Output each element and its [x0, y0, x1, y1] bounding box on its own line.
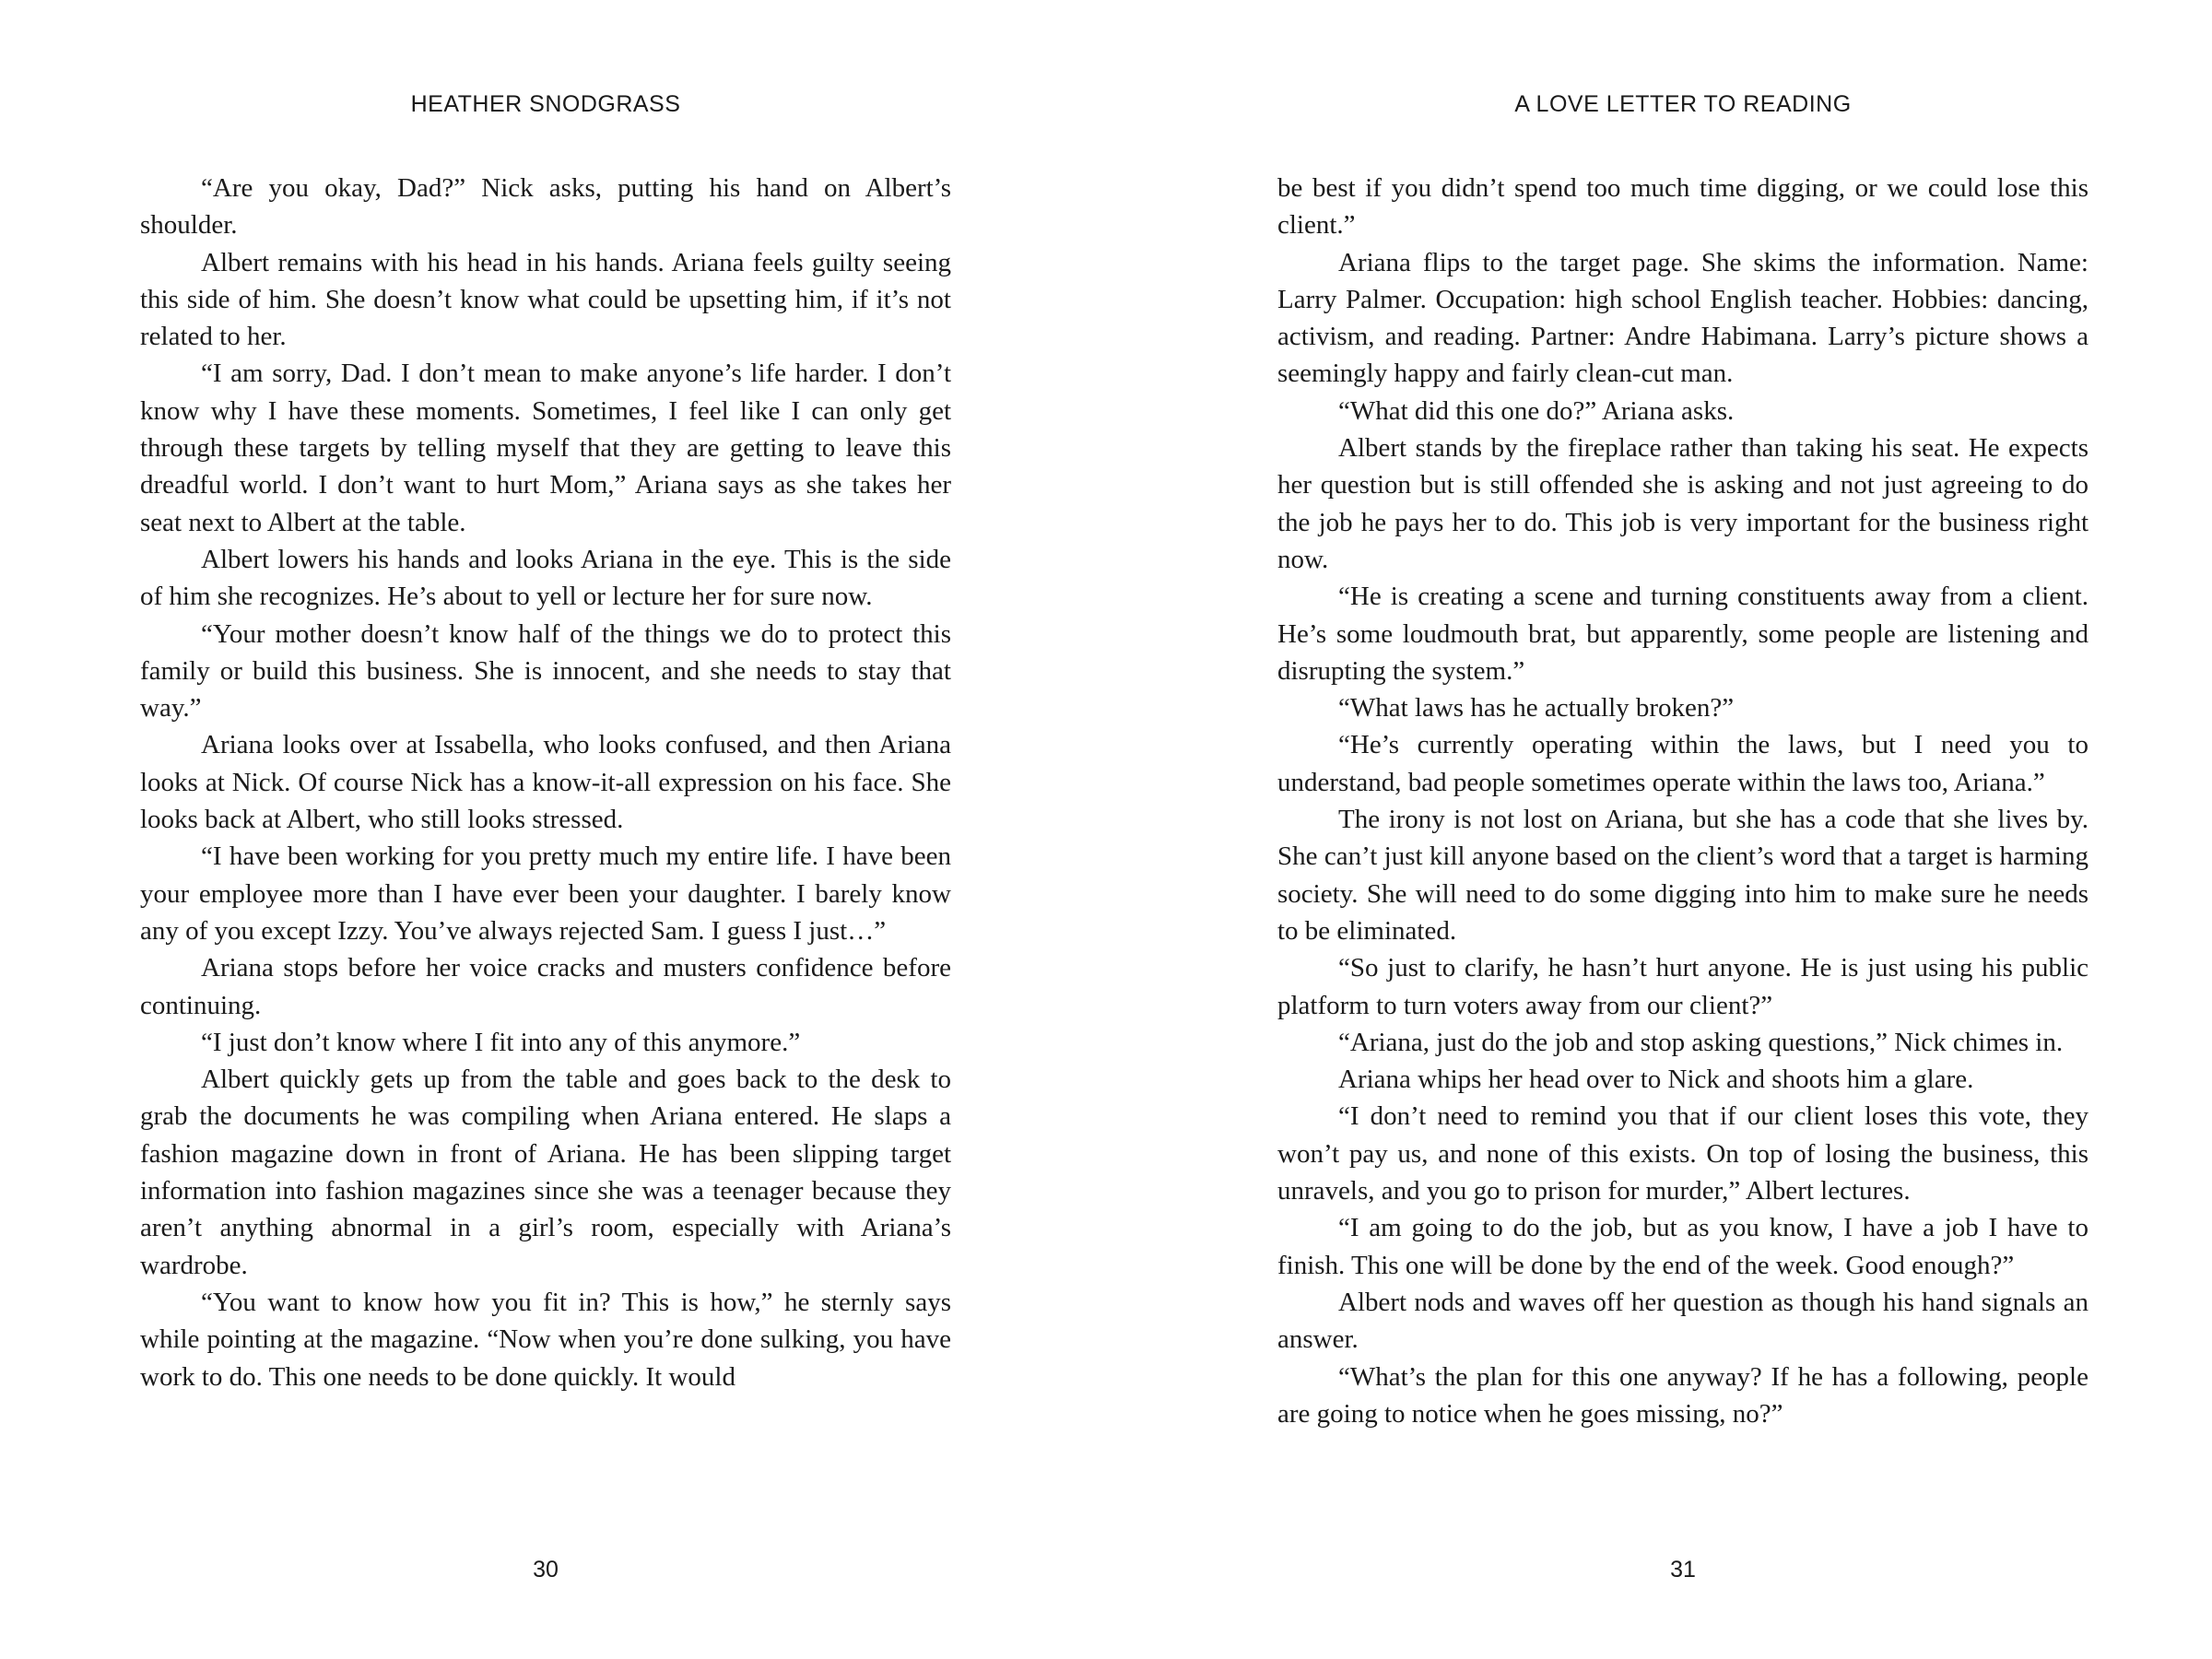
page-number-right: 31 [1670, 1557, 1696, 1583]
paragraph: “What’s the plan for this one anyway? If he has a following, people are going to notice when he goes missing, no?” [1277, 1361, 2088, 1429]
paragraph: Ariana flips to the target page. She skims the information. Name: Larry Palmer. Occupation: high school English teacher. Hobbies: dancing, activism, and reading. Partner: Andre Habimana. Larry’s picture shows a seemingly happy and fairly clean-cut man. [1277, 247, 2088, 389]
paragraph: Albert remains with his head in his hands. Ariana feels guilty seeing this side of him. She doesn’t know what could be upsetting him, if it’s not related to her. [140, 247, 951, 352]
paragraph-continued: be best if you didn’t spend too much time digging, or we could lose this client.” [1277, 173, 2088, 241]
paragraph: “I have been working for you pretty much my entire life. I have been your employee more than I have ever been your daughter. I barely know any of you except Izzy. You’ve always rejected Sam. I guess I just…” [140, 841, 951, 946]
paragraph: Ariana stops before her voice cracks and musters confidence before continuing. [140, 953, 951, 1020]
running-head-author: HEATHER SNODGRASS [410, 91, 681, 117]
paragraph: “I am sorry, Dad. I don’t mean to make anyone’s life harder. I don’t know why I have these moments. Sometimes, I feel like I can only get through these targets by telling myself that they are getting to leave this dreadful world. I don’t want to hurt Mom,” Ariana says as she takes her seat next to Albert at the table. [140, 359, 951, 537]
paragraph: The irony is not lost on Ariana, but she has a code that she lives by. She can’t just kill anyone based on the client’s word that a target is harming society. She will need to do some digging into him to make sure he needs to be eliminated. [1277, 805, 2088, 946]
paragraph: Albert nods and waves off her question as though his hand signals an answer. [1277, 1287, 2088, 1355]
paragraph: “So just to clarify, he hasn’t hurt anyone. He is just using his public platform to turn voters away from our client?” [1277, 953, 2088, 1020]
right-page-body [1277, 170, 2088, 1432]
paragraph: Ariana whips her head over to Nick and shoots him a glare. [1338, 1065, 1974, 1095]
paragraph: Albert lowers his hands and looks Ariana in the eye. This is the side of him she recognizes. He’s about to yell or lecture her for sure now. [140, 544, 951, 612]
running-head-title: A LOVE LETTER TO READING [1514, 91, 1852, 117]
paragraph: “Are you okay, Dad?” Nick asks, putting his hand on Albert’s shoulder. [140, 173, 951, 241]
paragraph: Ariana looks over at Issabella, who looks confused, and then Ariana looks at Nick. Of course Nick has a know-it-all expression on his face. She looks back at Albert, who still looks stressed. [140, 730, 951, 835]
right-page [1106, 0, 2212, 1659]
paragraph: “What laws has he actually broken?” [1338, 693, 1735, 724]
paragraph: “I am going to do the job, but as you know, I have a job I have to finish. This one will be done by the end of the week. Good enough?” [1277, 1213, 2088, 1280]
paragraph: “I don’t need to remind you that if our client loses this vote, they won’t pay us, and none of this exists. On top of losing the business, this unravels, and you go to prison for murder,” Albert lectures. [1277, 1101, 2088, 1206]
paragraph: Albert quickly gets up from the table and goes back to the desk to grab the documents he was compiling when Ariana entered. He slaps a fashion magazine down in front of Ariana. He has been slipping target information into fashion magazines since she was a teenager because they aren’t anything abnormal in a girl’s room, especially with Ariana’s wardrobe. [140, 1065, 951, 1280]
paragraph: “Your mother doesn’t know half of the things we do to protect this family or build this business. She is innocent, and she needs to stay that way.” [140, 618, 951, 724]
left-page-body [140, 170, 951, 1395]
paragraph: “What did this one do?” Ariana asks. [1338, 395, 1735, 426]
paragraph: “He is creating a scene and turning constituents away from a client. He’s some loudmouth brat, but apparently, some people are listening and disrupting the system.” [1277, 582, 2088, 686]
paragraph: Albert stands by the fireplace rather than taking his seat. He expects her question but is still offended she is asking and not just agreeing to do the job he pays her to do. This job is very important for the business right now. [1277, 433, 2088, 574]
paragraph: “He’s currently operating within the laws, but I need you to understand, bad people sometimes operate within the laws too, Ariana.” [1277, 730, 2088, 797]
paragraph: “Ariana, just do the job and stop asking questions,” Nick chimes in. [1338, 1027, 2064, 1057]
page-number-left: 30 [533, 1557, 559, 1583]
paragraph: “I just don’t know where I fit into any of this anymore.” [201, 1027, 801, 1057]
paragraph: “You want to know how you fit in? This is how,” he sternly says while pointing at the magazine. “Now when you’re done sulking, you have work to do. This one needs to be done quickly. It would [140, 1287, 951, 1392]
